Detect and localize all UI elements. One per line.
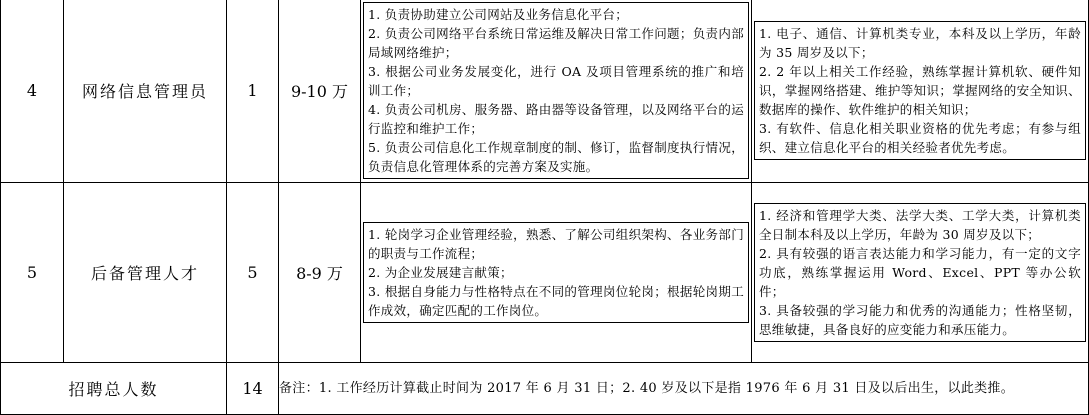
salary: 8-9 万: [279, 183, 361, 363]
duty-item: 3. 根据自身能力与性格特点在不同的管理岗位轮岗；根据轮岗期工作成效，确定匹配的工作岗位。: [368, 284, 744, 318]
row-index: 5: [1, 183, 64, 363]
row-index: 4: [1, 0, 64, 183]
headcount: 1: [227, 0, 279, 183]
table-row: [1, 183, 1089, 363]
note-text: 备注：1. 工作经历计算截止时间为 2017 年 6 月 31 日；2. 40 岁及以下是指 1976 年 6 月 31 日及以后出生，以此类推。: [279, 363, 1089, 415]
duty-item: 2. 为企业发展建言献策；: [368, 265, 513, 280]
requirements-cell: [752, 0, 1089, 183]
requirement-item: 3. 具备较强的学习能力和优秀的沟通能力；性格坚韧，思维敏捷，具备良好的应变能力和承压能力。: [759, 303, 1081, 337]
duty-item: 1. 负责协助建立公司网站及业务信息化平台；: [368, 7, 629, 22]
total-row: [1, 363, 1089, 415]
duties-cell: [361, 0, 752, 183]
total-count: 14: [227, 363, 279, 415]
requirements-box: [754, 203, 1086, 342]
requirement-item: 2. 2 年以上相关工作经验，熟练掌握计算机软、硬件知识，掌握网络搭建、维护等知识；掌握网络的安全知识、数据库的操作、软件维护的相关知识；: [759, 64, 1081, 117]
table-row: [1, 0, 1089, 183]
requirement-item: 1. 经济和管理学大类、法学大类、工学大类，计算机类全日制本科及以上学历，年龄为 30 周岁及以下；: [759, 208, 1081, 242]
position-name: 后备管理人才: [64, 183, 227, 363]
requirement-item: 1. 电子、通信、计算机类专业，本科及以上学历，年龄为 35 周岁及以下；: [759, 26, 1081, 60]
salary: 9-10 万: [279, 0, 361, 183]
duties-cell: [361, 183, 752, 363]
duty-item: 2. 负责公司网络平台系统日常运维及解决日常工作问题；负责内部局域网络维护；: [368, 26, 744, 60]
requirements-box: [754, 21, 1086, 160]
duties-box: [363, 2, 749, 179]
headcount: 5: [227, 183, 279, 363]
requirements-cell: [752, 183, 1089, 363]
requirement-item: 2. 具有较强的语言表达能力和学习能力，有一定的文字功底，熟练掌握运用 Word、Excel、PPT 等办公软件；: [759, 246, 1081, 299]
requirement-item: 3. 有软件、信息化相关职业资格的优先考虑；有参与组织、建立信息化平台的相关经验者优先考虑。: [759, 121, 1081, 155]
duty-item: 1. 轮岗学习企业管理经验，熟悉、了解公司组织架构、各业务部门的职责与工作流程；: [368, 227, 744, 261]
duty-item: 4. 负责公司机房、服务器、路由器等设备管理，以及网络平台的运行监控和维护工作；: [368, 102, 744, 136]
duty-item: 5. 负责公司信息化工作规章制度的制、修订，监督制度执行情况，负责信息化管理体系的完善方案及实施。: [368, 140, 744, 174]
duty-item: 3. 根据公司业务发展变化，进行 OA 及项目管理系统的推广和培训工作；: [368, 64, 744, 98]
position-name: 网络信息管理员: [64, 0, 227, 183]
duties-box: [363, 222, 749, 323]
total-label: 招聘总人数: [1, 363, 227, 415]
